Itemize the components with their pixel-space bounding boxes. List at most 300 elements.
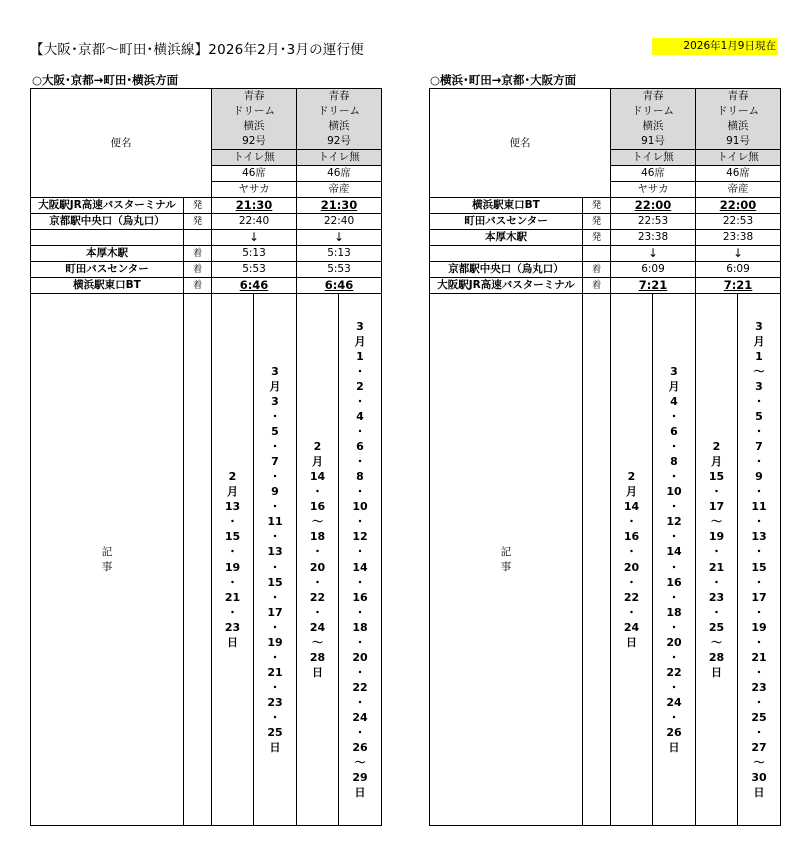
date-token: 16 [309, 500, 326, 514]
date-token: 3 [755, 379, 763, 393]
bus-seats-cell: 46席 [696, 166, 781, 182]
date-token: ・ [269, 710, 281, 724]
date-token: ・ [668, 620, 680, 634]
operating-dates-cell [339, 294, 382, 826]
date-token: 24 [666, 695, 682, 709]
bus-name-line: 91号 [641, 135, 665, 147]
date-token: ・ [354, 726, 366, 740]
date-token: ・ [711, 605, 722, 619]
date-token: 4 [670, 394, 678, 408]
bus-toilet-cell: トイレ無 [297, 150, 382, 166]
date-token: ・ [354, 605, 366, 619]
pass-through-arrow: ↓ [696, 246, 781, 262]
date-token: 5 [755, 410, 763, 424]
stop-row [430, 230, 781, 246]
date-token: 9 [755, 470, 763, 484]
date-token: ・ [312, 575, 323, 589]
bus-name-row [430, 89, 781, 150]
stop-row [430, 214, 781, 230]
station-name: 横浜駅東口BT [430, 198, 583, 214]
bin-label-cell [31, 89, 212, 198]
date-token: ・ [753, 575, 765, 589]
date-token: 22 [623, 590, 640, 604]
bus-name-line: 横浜 [328, 120, 350, 132]
date-token: 3 [271, 364, 279, 378]
station-name: 京都駅中央口（烏丸口） [31, 214, 184, 230]
time-cell: 6:46 [212, 278, 297, 294]
date-token: ・ [668, 680, 680, 694]
stop-row [31, 262, 382, 278]
date-token: ・ [668, 560, 680, 574]
arrive-depart-mark: 着 [583, 278, 611, 294]
time-cell: 7:21 [611, 278, 696, 294]
time-cell: 6:09 [611, 262, 696, 278]
date-token: 月 [668, 379, 680, 393]
date-token: ・ [668, 650, 680, 664]
time-cell: 5:13 [212, 246, 297, 262]
stop-row [31, 214, 382, 230]
date-token: ・ [312, 605, 323, 619]
date-token: 7 [755, 440, 763, 454]
date-token: 14 [666, 545, 682, 559]
date-token: 12 [666, 515, 682, 529]
stop-row [31, 278, 382, 294]
date-token: 24 [309, 620, 326, 634]
date-token: ・ [227, 575, 238, 589]
date-token: ・ [626, 515, 637, 529]
date-token: 30 [751, 771, 767, 785]
date-token: ・ [269, 560, 281, 574]
station-name: 本厚木駅 [31, 246, 184, 262]
date-token: 18 [666, 605, 682, 619]
date-token: 19 [708, 530, 725, 544]
date-token: 10 [352, 500, 368, 514]
date-token: 13 [267, 545, 283, 559]
section-title-outbound: ○大阪･京都→町田･横浜方面 [32, 73, 179, 87]
station-name: 大阪駅JR高速バスターミナル [31, 198, 184, 214]
date-token: 2 [356, 379, 364, 393]
bus-name-line: ドリーム [318, 105, 360, 117]
date-token: 28 [309, 650, 326, 664]
bus-name-line: 91号 [726, 135, 750, 147]
date-token: ・ [354, 425, 366, 439]
operating-dates-cell [611, 294, 653, 826]
date-token: 5 [271, 425, 279, 439]
date-token: 9 [271, 485, 279, 499]
station-name: 町田バスセンター [31, 262, 184, 278]
date-token: 日 [269, 741, 281, 755]
arrive-depart-mark: 着 [583, 262, 611, 278]
date-token: ・ [668, 410, 680, 424]
time-cell: 22:40 [212, 214, 297, 230]
operating-dates-cell [297, 294, 339, 826]
bus-toilet-cell: トイレ無 [611, 150, 696, 166]
date-token: ・ [753, 695, 765, 709]
date-token: ・ [227, 545, 238, 559]
time-cell: 7:21 [696, 278, 781, 294]
date-token: 3 [755, 319, 763, 333]
date-token: ・ [354, 665, 366, 679]
date-token: 21 [751, 650, 767, 664]
date-token: 1 [356, 349, 364, 363]
bus-name-line: 横浜 [243, 120, 265, 132]
date-token: ～ [711, 635, 722, 649]
arrive-depart-mark: 着 [184, 246, 212, 262]
date-token: ・ [354, 695, 366, 709]
notes-label-char: 事 [101, 560, 113, 573]
date-token: ・ [227, 515, 238, 529]
date-token: 25 [708, 620, 725, 634]
stop-row [430, 198, 781, 214]
date-token: ～ [312, 515, 323, 529]
date-token: ・ [354, 455, 366, 469]
notes-blank-cell [583, 294, 611, 826]
operating-dates [212, 469, 253, 650]
date-token: 月 [711, 455, 722, 469]
notes-label-char: 事 [500, 560, 512, 573]
arrive-depart-mark: 発 [184, 214, 212, 230]
date-token: ・ [711, 545, 722, 559]
date-token: 2 [313, 440, 322, 454]
bus-name-cell [696, 89, 781, 150]
arrive-depart-mark: 発 [184, 198, 212, 214]
bus-seats-cell: 46席 [297, 166, 382, 182]
timetable-inbound [429, 88, 781, 826]
date-token: ・ [354, 515, 366, 529]
date-token: 18 [352, 620, 368, 634]
date-token: 24 [623, 620, 640, 634]
date-token: 月 [626, 485, 637, 499]
date-token: 14 [309, 470, 326, 484]
date-token: 19 [751, 620, 767, 634]
date-token: 15 [267, 575, 283, 589]
date-token: 10 [666, 485, 682, 499]
time-cell: 22:00 [696, 198, 781, 214]
date-token: 6 [670, 425, 678, 439]
date-token: ・ [312, 485, 323, 499]
bus-name-line: 横浜 [727, 120, 749, 132]
date-token: ～ [753, 756, 765, 770]
date-token: 17 [708, 500, 725, 514]
date-token: 20 [352, 650, 368, 664]
date-token: ・ [711, 485, 722, 499]
date-token: 8 [356, 470, 364, 484]
date-token: 20 [666, 635, 682, 649]
date-token: 26 [666, 726, 682, 740]
date-token: ～ [312, 635, 323, 649]
operating-dates-cell [738, 294, 781, 826]
date-token: ・ [269, 650, 281, 664]
stop-row [430, 278, 781, 294]
date-token: 日 [354, 786, 366, 800]
date-token: 日 [753, 786, 765, 800]
time-cell: 5:13 [297, 246, 382, 262]
stop-row [430, 246, 781, 262]
time-cell: 22:00 [611, 198, 696, 214]
date-token: ・ [269, 530, 281, 544]
date-token: ・ [753, 485, 765, 499]
bus-operator-cell: ヤサカ [611, 182, 696, 198]
operating-dates [611, 469, 652, 650]
notes-row [31, 294, 382, 826]
pass-through-arrow: ↓ [297, 230, 382, 246]
date-token: ・ [711, 575, 722, 589]
bus-name-cell [611, 89, 696, 150]
notes-blank-cell [184, 294, 212, 826]
date-token: 20 [623, 560, 640, 574]
date-token: 26 [352, 741, 368, 755]
date-token: ・ [753, 545, 765, 559]
bus-name-line: ドリーム [233, 105, 275, 117]
date-token: ・ [269, 620, 281, 634]
station-name [430, 246, 583, 262]
station-name: 本厚木駅 [430, 230, 583, 246]
date-token: 日 [626, 635, 637, 649]
date-token: 22 [666, 665, 682, 679]
operating-dates [254, 364, 296, 755]
arrive-depart-mark: 発 [583, 214, 611, 230]
date-token: ・ [753, 394, 765, 408]
date-token: ～ [711, 515, 722, 529]
operating-dates-cell [696, 294, 738, 826]
date-token: 月 [753, 334, 765, 348]
operating-dates [297, 439, 338, 680]
bus-name-line: 横浜 [642, 120, 664, 132]
time-cell: 23:38 [611, 230, 696, 246]
station-name: 町田バスセンター [430, 214, 583, 230]
date-token: ・ [354, 635, 366, 649]
date-token: 月 [269, 379, 281, 393]
date-token: 20 [309, 560, 326, 574]
time-cell: 5:53 [297, 262, 382, 278]
notes-label-char: 記 [500, 545, 512, 558]
time-cell: 22:53 [696, 214, 781, 230]
time-cell: 21:30 [212, 198, 297, 214]
date-token: 23 [751, 680, 767, 694]
stop-row [31, 198, 382, 214]
date-token: ・ [753, 515, 765, 529]
notes-label-char: 記 [101, 545, 113, 558]
stop-row [31, 230, 382, 246]
time-cell: 22:40 [297, 214, 382, 230]
date-token: ・ [753, 605, 765, 619]
date-token: 月 [354, 334, 366, 348]
arrive-depart-mark: 着 [184, 278, 212, 294]
date-token: ・ [269, 590, 281, 604]
notes-label-cell [430, 294, 583, 826]
bus-name-line: 青春 [243, 90, 265, 102]
date-token: ・ [269, 440, 281, 454]
date-token: 2 [712, 440, 721, 454]
bus-name-line: 青春 [727, 90, 749, 102]
date-token: ・ [626, 545, 637, 559]
date-token: ・ [668, 590, 680, 604]
arrive-depart-mark: 着 [184, 262, 212, 278]
notes-row [430, 294, 781, 826]
date-token: 19 [267, 635, 283, 649]
timetable-outbound [30, 88, 382, 826]
date-token: 17 [751, 590, 767, 604]
time-cell: 6:46 [297, 278, 382, 294]
bus-name-line: 青春 [328, 90, 350, 102]
date-token: 3 [670, 364, 678, 378]
date-token: ・ [668, 500, 680, 514]
bin-label: 便名 [110, 136, 132, 149]
pass-through-arrow: ↓ [212, 230, 297, 246]
bus-name-line: 青春 [642, 90, 664, 102]
date-token: 23 [708, 590, 725, 604]
date-token: 月 [312, 455, 323, 469]
date-token: ・ [354, 545, 366, 559]
date-token: 27 [751, 741, 767, 755]
bus-seats-cell: 46席 [212, 166, 297, 182]
date-token: ・ [753, 726, 765, 740]
operating-dates-cell [212, 294, 254, 826]
date-token: 28 [708, 650, 725, 664]
station-name: 京都駅中央口（烏丸口） [430, 262, 583, 278]
date-token: 3 [356, 319, 364, 333]
date-token: 25 [267, 726, 283, 740]
date-token: 7 [271, 455, 279, 469]
time-cell: 21:30 [297, 198, 382, 214]
date-token: 24 [352, 710, 368, 724]
date-token: 日 [312, 665, 323, 679]
station-name: 横浜駅東口BT [31, 278, 184, 294]
bus-operator-cell: ヤサカ [212, 182, 297, 198]
section-title-inbound: ○横浜･町田→京都･大阪方面 [430, 73, 577, 87]
date-token: 16 [352, 590, 368, 604]
operating-dates [696, 439, 737, 680]
bus-name-line: ドリーム [632, 105, 674, 117]
date-token: 23 [224, 620, 241, 634]
date-token: ～ [354, 756, 366, 770]
date-token: 月 [227, 485, 238, 499]
time-cell: 5:53 [212, 262, 297, 278]
bin-label: 便名 [509, 136, 531, 149]
date-token: 25 [751, 710, 767, 724]
date-token: 21 [267, 665, 283, 679]
date-token: 22 [352, 680, 368, 694]
bus-seats-cell: 46席 [611, 166, 696, 182]
bus-name-row [31, 89, 382, 150]
pass-through-arrow: ↓ [611, 246, 696, 262]
date-token: 29 [352, 771, 368, 785]
date-token: 日 [668, 741, 680, 755]
operating-dates-cell [653, 294, 696, 826]
date-token: 3 [271, 394, 279, 408]
date-token: ・ [269, 500, 281, 514]
date-token: 15 [224, 530, 241, 544]
date-token: ・ [269, 410, 281, 424]
date-token: 11 [267, 515, 283, 529]
operating-dates [653, 364, 695, 755]
date-token: 14 [623, 500, 640, 514]
date-token: 6 [356, 440, 364, 454]
date-token: ・ [753, 635, 765, 649]
date-token: ・ [354, 485, 366, 499]
stop-row [31, 246, 382, 262]
date-token: ・ [269, 680, 281, 694]
arrive-depart-mark: 発 [583, 198, 611, 214]
date-token: ・ [668, 440, 680, 454]
date-token: ・ [354, 394, 366, 408]
date-token: 22 [309, 590, 326, 604]
date-token: ～ [753, 364, 765, 378]
date-token: 13 [224, 500, 241, 514]
date-token: 2 [627, 470, 636, 484]
page-title: 【大阪･京都～町田･横浜線】2026年2月･3月の運行便 [30, 42, 364, 58]
date-token: 15 [751, 560, 767, 574]
time-cell: 22:53 [611, 214, 696, 230]
date-token: 4 [356, 410, 364, 424]
date-token: 17 [267, 605, 283, 619]
bus-name-cell [212, 89, 297, 150]
date-token: 1 [755, 349, 763, 363]
date-token: 14 [352, 560, 368, 574]
stop-row [430, 262, 781, 278]
bin-label-cell [430, 89, 611, 198]
as-of-date-badge: 2026年1月9日現在 [652, 38, 778, 55]
arrive-depart-mark [184, 230, 212, 246]
date-token: 21 [224, 590, 241, 604]
date-token: 21 [708, 560, 725, 574]
date-token: 13 [751, 530, 767, 544]
date-token: ・ [668, 710, 680, 724]
operating-dates-cell [254, 294, 297, 826]
date-token: 8 [670, 455, 678, 469]
date-token: ・ [753, 455, 765, 469]
date-token: ・ [753, 425, 765, 439]
bus-toilet-cell: トイレ無 [212, 150, 297, 166]
date-token: 23 [267, 695, 283, 709]
date-token: ・ [626, 575, 637, 589]
operating-dates [339, 319, 381, 801]
date-token: 11 [751, 500, 767, 514]
date-token: 日 [711, 665, 722, 679]
date-token: 18 [309, 530, 326, 544]
date-token: ・ [626, 605, 637, 619]
station-name: 大阪駅JR高速バスターミナル [430, 278, 583, 294]
date-token: ・ [668, 470, 680, 484]
date-token: ・ [354, 575, 366, 589]
bus-name-line: ドリーム [717, 105, 759, 117]
date-token: 15 [708, 470, 725, 484]
date-token: ・ [312, 545, 323, 559]
date-token: ・ [354, 364, 366, 378]
time-cell: 6:09 [696, 262, 781, 278]
bus-toilet-cell: トイレ無 [696, 150, 781, 166]
date-token: ・ [668, 530, 680, 544]
bus-name-line: 92号 [327, 135, 351, 147]
bus-name-line: 92号 [242, 135, 266, 147]
operating-dates [738, 319, 780, 801]
date-token: 19 [224, 560, 241, 574]
date-token: 16 [666, 575, 682, 589]
date-token: 16 [623, 530, 640, 544]
date-token: ・ [269, 470, 281, 484]
arrive-depart-mark [583, 246, 611, 262]
date-token: ・ [753, 665, 765, 679]
date-token: 2 [228, 470, 237, 484]
bus-name-cell [297, 89, 382, 150]
date-token: 日 [227, 635, 238, 649]
bus-operator-cell: 帝産 [696, 182, 781, 198]
date-token: ・ [227, 605, 238, 619]
time-cell: 23:38 [696, 230, 781, 246]
station-name [31, 230, 184, 246]
bus-operator-cell: 帝産 [297, 182, 382, 198]
date-token: 12 [352, 530, 368, 544]
